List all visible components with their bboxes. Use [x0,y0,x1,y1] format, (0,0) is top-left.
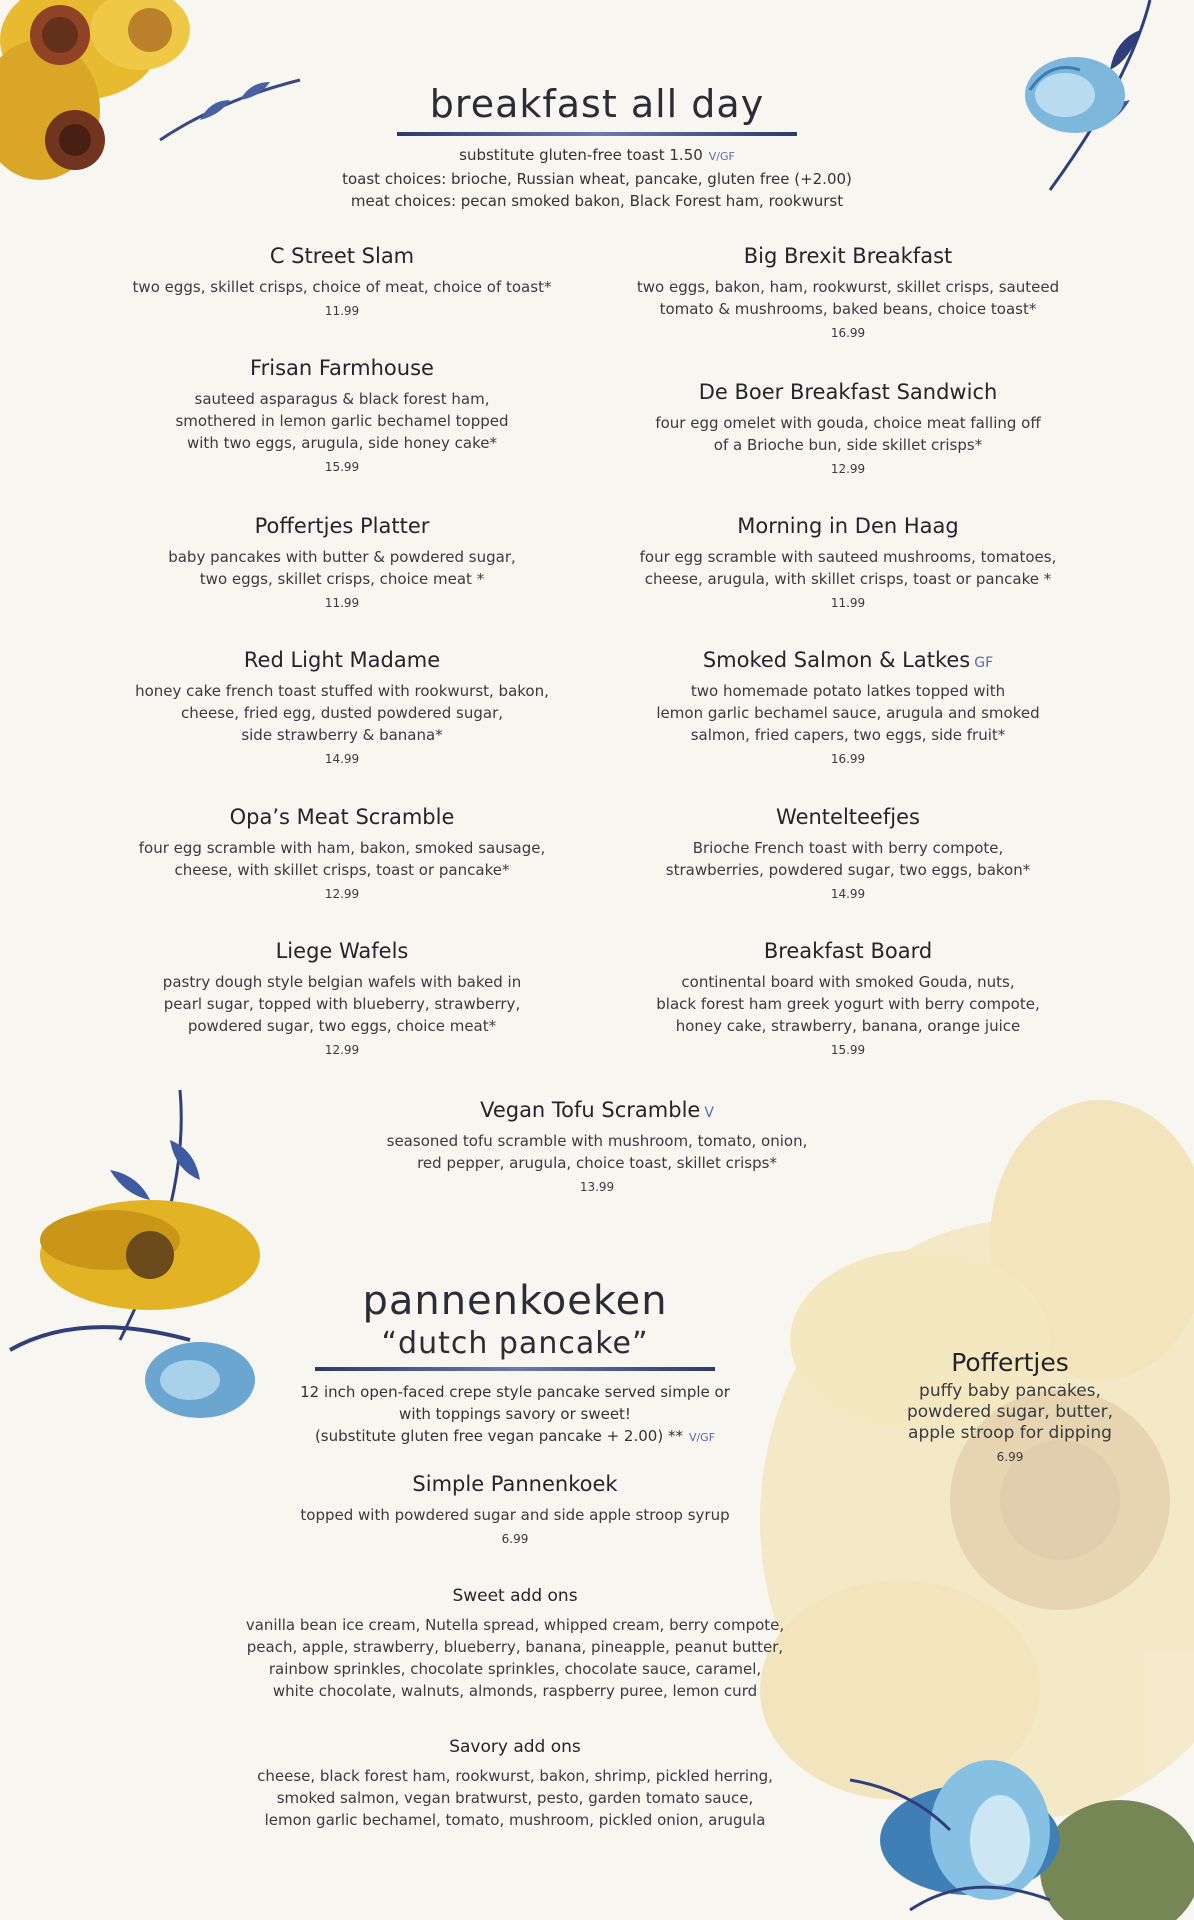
item-desc: topped with powdered sugar and side apple stroop syrup [300,1506,730,1524]
item-desc: two eggs, bakon, ham, rookwurst, skillet crisps, sauteed tomato & mushrooms, baked beans, choice toast* [636,278,1060,318]
item-name: Breakfast Board [763,939,933,963]
sweet-add-ons [195,1586,835,1702]
substitute-tag: V/GF [708,150,735,163]
pannenkoeken-intro-2: with toppings savory or sweet! [399,1405,631,1423]
gf-tag: GF [974,655,994,671]
item-name: Morning in Den Haag [737,514,959,538]
item-name: Liege Wafels [275,939,409,963]
menu-item-c-street-slam [112,244,572,318]
item-price: 13.99 [579,1180,615,1194]
toast-choices: toast choices: brioche, Russian wheat, pancake, gluten free (+2.00) [342,170,852,188]
item-desc: continental board with smoked Gouda, nuts, black forest ham greek yogurt with berry compote, honey cake, strawberry, banana, orange juice [656,973,1040,1035]
sweet-add-ons-title: Sweet add ons [452,1586,578,1606]
menu-item-frisan-farmhouse [112,356,572,474]
menu-item-liege-wafels [112,939,572,1057]
sunflower-mid-left-decoration [0,1080,280,1440]
pannenkoeken-header [270,1278,760,1449]
substitute-text: substitute gluten-free toast 1.50 [459,146,703,164]
poffertjes-name: Poffertjes [951,1348,1069,1377]
item-name: Vegan Tofu Scramble V [480,1098,714,1122]
item-desc: Brioche French toast with berry compote, strawberries, powdered sugar, two eggs, bakon* [665,839,1031,879]
substitute-line [297,144,897,168]
item-desc: sauteed asparagus & black forest ham, smothered in lemon garlic bechamel topped with two eggs, arugula, side honey cake* [175,390,509,452]
poffertjes-desc: puffy baby pancakes, powdered sugar, butter, apple stroop for dipping [906,1381,1113,1443]
savory-add-ons [195,1737,835,1831]
breakfast-header [297,82,897,212]
item-price: 11.99 [324,596,360,610]
pannenkoeken-rule [315,1367,715,1371]
sunflower-top-left-decoration [0,0,320,220]
item-name: Smoked Salmon & Latkes GF [702,648,994,672]
item-name: De Boer Breakfast Sandwich [698,380,998,404]
breakfast-title: breakfast all day [429,82,765,126]
pannenkoeken-intro-1: 12 inch open-faced crepe style pancake served simple or [300,1383,730,1401]
menu-item-vegan-tofu-scramble [367,1098,827,1194]
item-desc: two eggs, skillet crisps, choice of meat, choice of toast* [132,278,552,296]
item-name: Opa’s Meat Scramble [229,805,455,829]
pannenkoeken-subtitle: “dutch pancake” [381,1326,649,1361]
item-price: 11.99 [830,596,866,610]
item-price: 12.99 [324,1043,360,1057]
blue-flower-top-right-decoration [1010,0,1194,200]
menu-item-poffertjes-platter [112,514,572,610]
blue-flower-bottom-right-decoration [850,1720,1194,1920]
menu-item-red-light-madame [112,648,572,766]
poffertjes-item [880,1348,1140,1464]
item-name: Big Brexit Breakfast [743,244,953,268]
item-price: 11.99 [324,304,360,318]
savory-add-ons-title: Savory add ons [449,1737,581,1757]
savory-add-ons-list: cheese, black forest ham, rookwurst, bakon, shrimp, pickled herring, smoked salmon, vegan bratwurst, pesto, garden tomato sauce, lemon garlic bechamel, tomato, mushroom, pickled onion, arugula [257,1767,773,1829]
menu-item-breakfast-board [618,939,1078,1057]
pannenkoeken-intro-3: (substitute gluten free vegan pancake + 2.00) ** V/GF [314,1427,716,1445]
item-price: 12.99 [324,887,360,901]
item-desc: baby pancakes with butter & powdered sugar, two eggs, skillet crisps, choice meat * [168,548,516,588]
item-price: 12.99 [830,462,866,476]
item-price: 15.99 [324,460,360,474]
menu-item-big-brexit-breakfast [618,244,1078,340]
meat-choices: meat choices: pecan smoked bakon, Black Forest ham, rookwurst [350,192,844,210]
item-desc: two homemade potato latkes topped with lemon garlic bechamel sauce, arugula and smoked salmon, fried capers, two eggs, side fruit* [656,682,1040,744]
menu-item-opas-meat-scramble [112,805,572,901]
item-name: Red Light Madame [243,648,441,672]
item-price: 14.99 [324,752,360,766]
vgf-tag: V/GF [688,1431,716,1444]
item-price: 16.99 [830,326,866,340]
item-price: 15.99 [830,1043,866,1057]
menu-item-smoked-salmon-latkes [618,648,1078,766]
item-name: Wentelteefjes [776,805,920,829]
pannenkoeken-title: pannenkoeken [362,1278,668,1324]
breakfast-title-rule [397,132,797,136]
simple-pannenkoek [225,1472,805,1546]
item-name: Poffertjes Platter [254,514,430,538]
v-tag: V [704,1105,714,1121]
item-desc: seasoned tofu scramble with mushroom, tomato, onion, red pepper, arugula, choice toast, skillet crisps* [386,1132,808,1172]
sweet-add-ons-list: vanilla bean ice cream, Nutella spread, whipped cream, berry compote, peach, apple, strawberry, blueberry, banana, pineapple, peanut butter, rainbow sprinkles, chocolate sprinkles, chocolate sauce, caramel, white chocolate, walnuts, almonds, raspberry puree, lemon curd [245,1616,785,1700]
item-desc: pastry dough style belgian wafels with baked in pearl sugar, topped with blueberry, strawberry, powdered sugar, two eggs, choice meat* [162,973,522,1035]
menu-item-wentelteefjes [618,805,1078,901]
item-desc: four egg omelet with gouda, choice meat falling off of a Brioche bun, side skillet crisps* [655,414,1041,454]
item-name: Simple Pannenkoek [412,1472,618,1496]
menu-item-de-boer-breakfast-sandwich [618,380,1078,476]
item-desc: four egg scramble with sauteed mushrooms, tomatoes, cheese, arugula, with skillet crisps, toast or pancake * [639,548,1057,588]
menu-item-morning-in-den-haag [618,514,1078,610]
item-price: 14.99 [830,887,866,901]
item-name: Frisan Farmhouse [250,356,434,380]
item-desc: honey cake french toast stuffed with rookwurst, bakon, cheese, fried egg, dusted powdered sugar, side strawberry & banana* [135,682,549,744]
item-desc: four egg scramble with ham, bakon, smoked sausage, cheese, with skillet crisps, toast or pancake* [138,839,546,879]
item-price: 6.99 [501,1532,529,1546]
item-name: C Street Slam [269,244,415,268]
poffertjes-price: 6.99 [996,1450,1024,1464]
item-price: 16.99 [830,752,866,766]
